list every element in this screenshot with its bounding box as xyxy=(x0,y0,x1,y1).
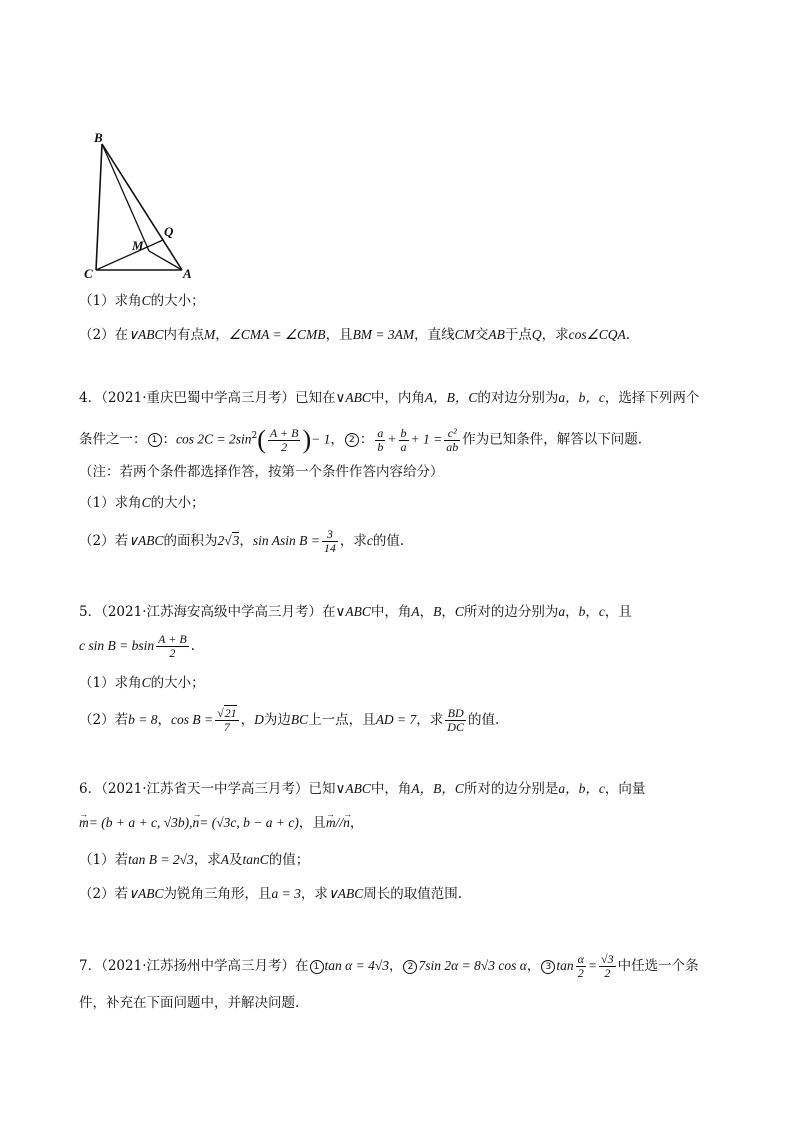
segment-ma xyxy=(149,251,182,270)
vector-n: → n xyxy=(192,814,199,832)
circled-number-2: 2 xyxy=(403,960,417,974)
p3-question-1: （1）求角C的大小； xyxy=(79,293,205,309)
label-q: Q xyxy=(164,224,174,239)
segment-bc xyxy=(96,144,102,270)
p4-question-2: （2）若∨ABC的面积为2√3，sin Asin B = $\frac{3}{14}$ ，求c的值. xyxy=(79,527,405,555)
segment-bm xyxy=(102,144,149,251)
p5-equation: c sin B = bsin $\frac{A + B}{2}$ . xyxy=(79,632,195,660)
circled-number-1: 1 xyxy=(310,960,324,974)
p5-question-1: （1）求角C的大小； xyxy=(79,675,205,691)
triangle-figure xyxy=(80,126,200,282)
p3-question-2: （2）在∨ABC内有点M，∠CMA = ∠CMB，且BM = 3AM，直线CM交AB于点Q，求cos∠CQA. xyxy=(79,327,631,343)
label-c: C xyxy=(84,266,93,281)
p6-vectors: → m= (b + a + c, √3b),→ n= (√3c, b − a + c)，且→ m//→ n， xyxy=(79,814,363,832)
p5-heading: 5．（2021·江苏海安高级中学高三月考）在∨ABC中，角A，B，C所对的边分别为a，b，c，且 xyxy=(79,604,632,620)
label-b: B xyxy=(94,130,103,145)
fraction: $\frac{A + B}{2}$ xyxy=(269,425,299,454)
circled-number-1: 1 xyxy=(148,433,162,447)
p6-question-2: （2）若∨ABC为锐角三角形，且a = 3，求∨ABC周长的取值范围. xyxy=(79,886,463,902)
p6-question-1: （1）若tan B = 2√3，求A及tanC的值； xyxy=(79,852,310,868)
area-value: 2√3 xyxy=(217,533,240,548)
p7-heading: 7．（2021·江苏扬州中学高三月考）在 1 tan α = 4√3， 2 7sin 2α = 8√3 cos α， 3 tan $\frac{\alpha}{2}$ = $\frac{√3}{2}$ 中任选一个条 xyxy=(79,952,699,980)
p4-question-1: （1）求角C的大小； xyxy=(79,495,205,511)
p4-conditions: 条件之一： 1 ：$\cos 2C = 2\sin^2$( $\frac{A + B}{2}$ )− 1， 2 ： $\frac{a}{b}$ + $\frac{b}{a}$ + 1 = $\frac{\text{c²}}{ab}$ 作为已知条件，解答以下问题. xyxy=(79,425,643,454)
segment-cq xyxy=(96,240,163,270)
label-m: M xyxy=(132,238,144,253)
circled-number-3: 3 xyxy=(541,960,555,974)
p4-note: （注：若两个条件都选择作答，按第一个条件作答内容给分） xyxy=(79,464,444,480)
p5-question-2: （2）若b = 8，cos B = $\frac{√21}{7}$ ，D为边BC上一点，且AD = 7，求 $\frac{BD}{DC}$ 的值. xyxy=(79,706,500,734)
p7-line-2: 件，补充在下面问题中，并解决问题. xyxy=(79,995,300,1011)
label-a: A xyxy=(183,266,192,281)
circled-number-2: 2 xyxy=(345,433,359,447)
vector-m: → m xyxy=(79,814,89,832)
p6-heading: 6．（2021·江苏省天一中学高三月考）已知∨ABC中，角A，B，C所对的边分别是a，b，c，向量 xyxy=(79,781,646,797)
p4-heading: 4．（2021·重庆巴蜀中学高三月考）已知在∨ABC中，内角A，B，C的对边分别为a，b，c，选择下列两个 xyxy=(79,390,700,406)
